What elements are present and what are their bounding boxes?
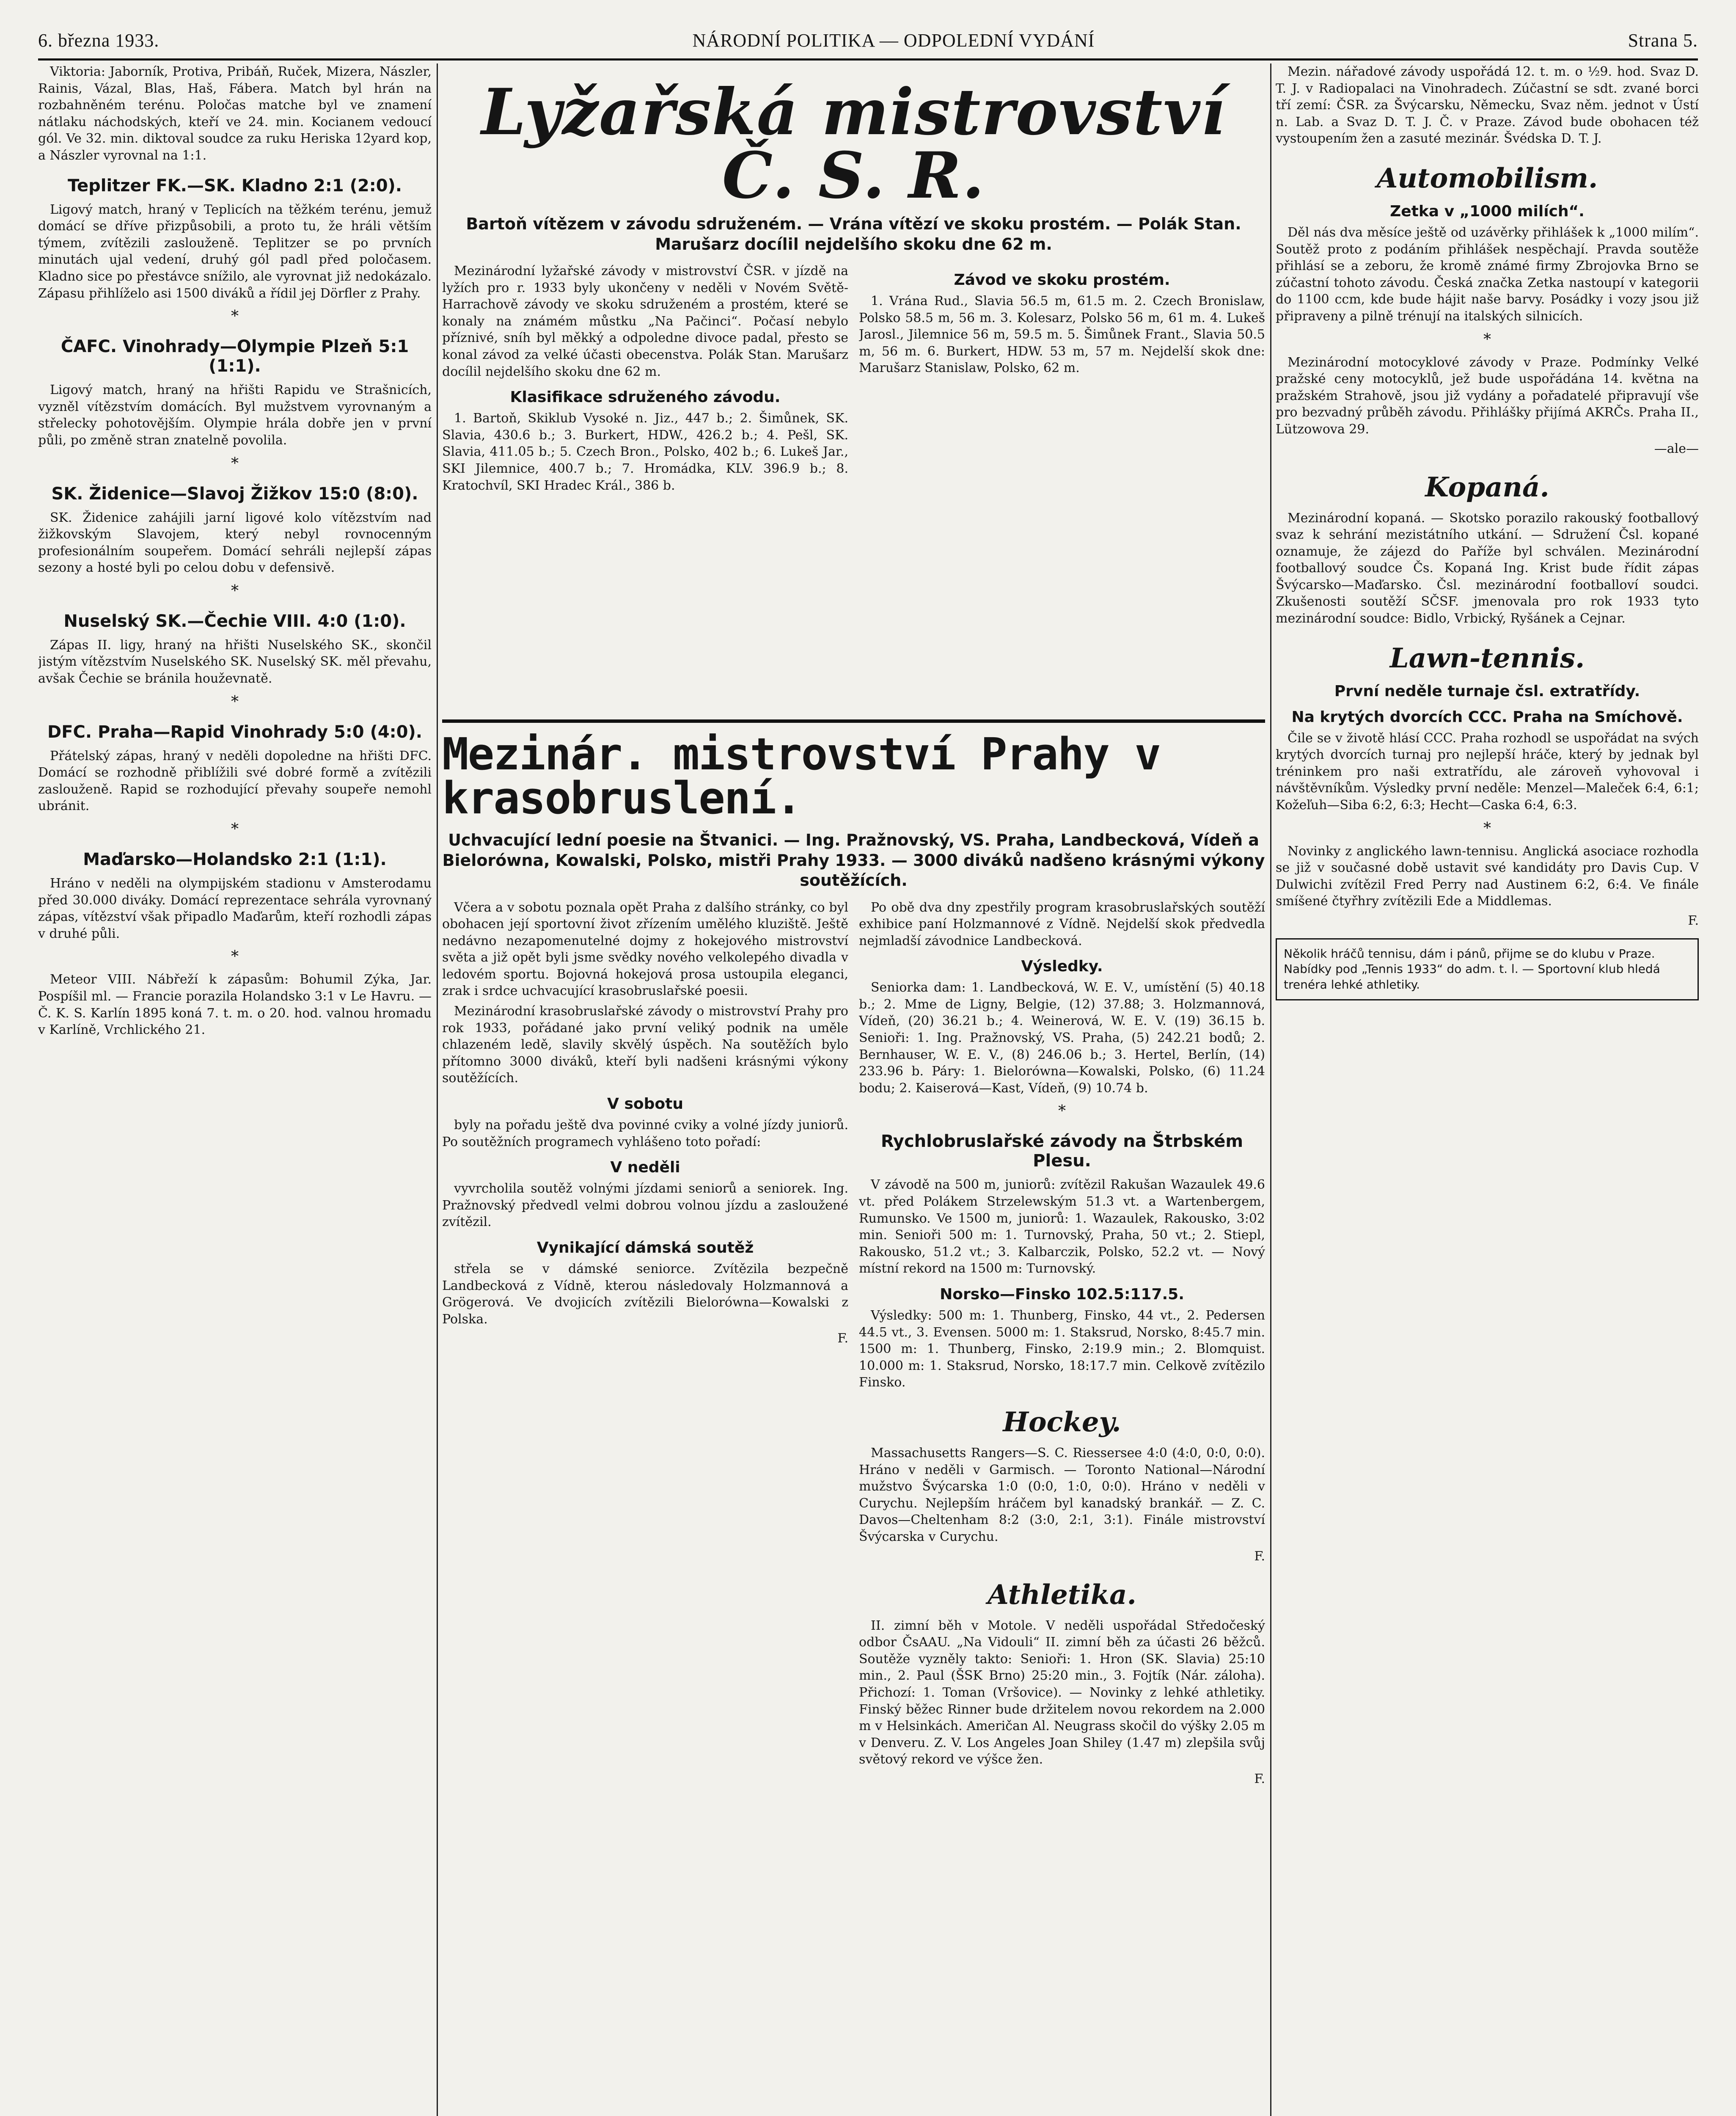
- article-text: Ligový match, hraný v Teplicích na těžkém terénu, jemuž domácí se dříve přizpůsobili, a proto tu, že hráli větším týmem, zvítězili zaslouženě. Teplitzer se po prvních minutách ujal vedení, druhý gól padl před poločasem. Kladno sice po přestávce snížilo, ale vyrovnat již nedokázalo. Zápasu přihlíželo asi 1500 diváků a řídil jej Dörfler z Prahy.: [38, 202, 432, 301]
- signature: F.: [837, 1331, 848, 1346]
- skating-subhead: Výsledky.: [1021, 958, 1103, 975]
- lead-paragraph: Viktoria: Jaborník, Protiva, Pribáň, Ruček, Mizera, Nászler, Rainis, Vázal, Blas, Haš, Fábera. Match byl hrán na rozbahněném terénu. Poločas matche byl ve znamení nátlaku náchodských, kteří ve 24. min. Kocianem vedoucí gól. Ve 32. min. diktoval soudce za ruku Heriska 12yard kop, a Nászler vyrovnal na 1:1.: [38, 64, 432, 163]
- tennis-title: Lawn-tennis.: [1389, 642, 1585, 674]
- automobilism-text: Děl nás dva měsíce ještě od uzávěrky přihlášek k „1000 milím“. Soutěž proto z podáním přihlášek nespěchají. Pravda soutěže přihlásí se a zeboru, že kromě známé firmy Zbrojovka Brno se zúčastní tohoto závodu. Česká značka Zetka nastoupí v kategorii do 1100 ccm, kde bude hájit naše barvy. Posádky i vozy jsou již připraveny a pilně trénují na italských silnicích.: [1276, 225, 1699, 324]
- football-title: Kopaná.: [1425, 471, 1549, 503]
- skating-subhead: Vynikající dámská soutěž: [536, 1239, 754, 1256]
- speed-skating-subhead: Norsko—Finsko 102.5:117.5.: [940, 1286, 1184, 1303]
- automobilism-subhead: Zetka v „1000 milích“.: [1390, 202, 1585, 220]
- ski-subhead: Klasifikace sdruženého závodu.: [510, 388, 781, 406]
- automobilism-title: Automobilism.: [1376, 162, 1598, 194]
- column-misc-sports: [1276, 63, 1699, 2116]
- skating-headline: Mezinár. mistrovství Prahy v krasobruslení.: [442, 728, 1161, 824]
- hockey-text: Massachusetts Rangers—S. C. Riessersee 4:0 (4:0, 0:0, 0:0). Hráno v neděli v Garmisch. — Toronto National—Národní mužstvo Švýcarska 1:0 (0:0, 1:0, 0:0). Hráno v neděli v Curychu. Nejlepším hráčem byl kanadský brankář. — Z. C. Davos—Cheltenham 8:2 (3:0, 2:1, 3:1). Finále mistrovství Švýcarska v Curychu.: [859, 1445, 1265, 1544]
- skating-deck: Uchvacující lední poesie na Štvanici. — Ing. Pražnovský, VS. Praha, Landbecková, Vídeň a Bielorówna, Kowalski, Polsko, mistři Prahy 1933. — 3000 diváků nadšeno krásnými výkony soutěžících.: [442, 831, 1265, 890]
- skating-section: [442, 728, 1265, 1791]
- athletics-title: Athletika.: [988, 1579, 1136, 1611]
- hockey-title: Hockey.: [1003, 1406, 1121, 1438]
- motorcycle-text: Mezinárodní motocyklové závody v Praze. Podmínky Velké pražské ceny motocyklů, jež bude uspořádána 14. května na pražském Strahově, jsou již vydány a pořadatelé připravují vše pro bezvadný průběh závodu. Přihlášky přijímá AKRČs. Praha II., Lützowova 29.: [1276, 355, 1699, 437]
- ski-section: [442, 63, 1265, 497]
- column-football: [38, 63, 432, 2116]
- separator-star: *: [231, 821, 239, 838]
- gymnastics-notice: Mezin. nářadové závody uspořádá 12. t. m. o ½9. hod. Svaz D. T. J. v Radiopalaci na Vinohradech. Zúčastní se sdt. zvané borci tří zemí: ČSR. za Švýcarsku, Německu, Svaz něm. jednot v Ústí n. Lab. a Svaz D. T. J. Č. v Praze. Závod bude obohacen též vystoupením žen a zasuté mezinár. Švédska D. T. J.: [1276, 64, 1699, 146]
- article-text: Hráno v neděli na olympijském stadionu v Amsterodamu před 30.000 diváky. Domácí reprezentace sehrála vyrovnaný zápas, vítězství však připadlo Maďarům, kteří rozhodli zápas v druhé půli.: [38, 876, 432, 941]
- header-masthead: NÁRODNÍ POLITIKA — ODPOLEDNÍ VYDÁNÍ: [692, 30, 1095, 51]
- ski-headline: Lyžařská mistrovství Č. S. R.: [481, 75, 1226, 213]
- classified-ad: Několik hráčů tennisu, dám i pánů, přijme se do klubu v Praze. Nabídky pod „Tennis 1933“ do adm. t. l. — Sportovní klub hledá trenéra lehké athletiky.: [1276, 938, 1699, 1000]
- skating-text: střela se v dámské seniorce. Zvítězila bezpečně Landbecková z Vídně, kterou následovaly Holzmannová a Grögerová. Ve dvojicích zvítězili Bielorówna—Kowalski z Polska.: [442, 1262, 848, 1327]
- article-title: SK. Židenice—Slavoj Žižkov 15:0 (8:0).: [51, 484, 418, 504]
- skating-section-rule: [442, 719, 1265, 723]
- article-text: Ligový match, hraný na hřišti Rapidu ve Strašnicích, vyzněl vítězstvím domácích. Byl mužstvem vyrovnaným a střelecky pohotovějším. Olympie hrála dobře jen v první půli, po změně stran znatelně povolila.: [38, 383, 432, 448]
- column-divider: [437, 63, 438, 2116]
- speed-skating-title: Rychlobruslařské závody na Štrbském Plesu.: [880, 1132, 1244, 1171]
- football-text: Mezinárodní kopaná. — Skotsko porazilo rakouský footballový svaz k sehrání mezistátního utkání. — Sdružení Čsl. kopané oznamuje, že zájezd do Paříže byl schválen. Mezinárodní footballový soudce Čs. Kopaná Ing. Krist bude řídit zápas Švýcarsko—Maďarsko. Čsl. mezinárodní footballoví soudci. Zkušenosti soutěží SČSF. jmenovala pro rok 1933 tyto mezinárodní soudce: Bidlo, Vrbický, Ryšánek a Cejnar.: [1276, 510, 1699, 626]
- article-title: Teplitzer FK.—SK. Kladno 2:1 (2:0).: [68, 176, 402, 196]
- closing-paragraph: Meteor VIII. Nábřeží k zápasům: Bohumil Zýka, Jar. Pospíšil ml. — Francie porazila Holandsko 3:1 v Le Havru. — Č. K. S. Karlín 1895 koná 7. t. m. o 20. hod. valnou hromadu v Karlíně, Vrchlického 21.: [38, 972, 432, 1038]
- article-title: ČAFC. Vinohrady—Olympie Plzeň 5:1 (1:1).: [61, 337, 409, 376]
- header-rule: [38, 58, 1698, 61]
- article-title: Nuselský SK.—Čechie VIII. 4:0 (1:0).: [63, 611, 406, 631]
- speed-skating-text: V závodě na 500 m, juniorů: zvítězil Rakušan Wazaulek 49.6 vt. před Polákem Strzelewským 51.3 vt. a Wartenbergem, Rumunsko. Ve 1500 m, juniorů: 1. Wazaulek, Rakousko, 3:02 min. Senioři 500 m: 1. Turnovský, Praha, 50 vt.; 2. Stiepl, Rakousko, 51.2 vt.; 3. Kalbarczik, Polsko, 52.2 vt. — Nový místní rekord na 1500 m: Turnovský.: [859, 1177, 1265, 1276]
- tennis-subhead: Na krytých dvorcích CCC. Praha na Smíchově.: [1291, 708, 1683, 726]
- ski-results-jump: 1. Vrána Rud., Slavia 56.5 m, 61.5 m. 2. Czech Bronislaw, Polsko 58.5 m, 56 m. 3. Kolesarz, Polsko 56 m, 61 m. 4. Lukeš Jarosl., Jilemnice 56 m, 59.5 m. 5. Šimůnek Frant., Slavia 50.5 m, 56 m. 6. Burkert, HDW. 53 m, 57 m. Nejdelší skok dne: Marušarz Stanislaw, Polsko, 62 m.: [859, 294, 1265, 376]
- article-text: Přátelský zápas, hraný v neděli dopoledne na hřišti DFC. Domácí se rozhodně přiblížili své dobré formě a zvítězili zaslouženě. Rapid se rozhodující převahy soupeře nemohl ubránit.: [38, 748, 432, 814]
- skating-text: byly na pořadu ještě dva povinné cviky a volné jízdy juniorů. Po soutěžních programech vyhlášeno toto pořadí:: [442, 1118, 848, 1149]
- speed-skating-text: Výsledky: 500 m: 1. Thunberg, Finsko, 44 vt., 2. Pedersen 44.5 vt., 3. Evensen. 5000 m: 1. Staksrud, Norsko, 8:45.7 min. 1500 m: 1. Thunberg, Finsko, 2:19.9 min.; 2. Blomquist. 10.000 m: 1. Staksrud, Norsko, 18:17.7 min. Celkově zvítězilo Finsko.: [859, 1308, 1265, 1390]
- signature: F.: [1254, 1548, 1265, 1564]
- skating-text: Po obě dva dny zpestřily program krasobruslařských soutěží exhibice paní Holzmannové z Vídně. Nejdelší skok předvedla nejmladší závodnice Landbecková.: [859, 900, 1265, 948]
- ski-results-combined: 1. Bartoň, Skiklub Vysoké n. Jiz., 447 b.; 2. Šimůnek, SK. Slavia, 430.6 b.; 3. Burkert, HDW., 426.2 b.; 4. Pešl, SK. Slavia, 411.05 b.; 5. Czech Bron., Polsko, 402 b.; 6. Lukeš Jar., SKI Jilemnice, 400.7 b.; 7. Hromádka, KLV. 396.9 b.; 8. Kratochvíl, SKI Hradec Král., 386 b.: [442, 411, 848, 493]
- separator-star: *: [231, 582, 239, 600]
- skating-subhead: V neděli: [610, 1159, 680, 1176]
- separator-star: *: [1483, 331, 1491, 348]
- article-text: Zápas II. ligy, hraný na hřišti Nuselského SK., skončil jistým vítězstvím Nuselského SK. Nuselský SK. měl převahu, avšak Čechie se bránila houževnatě.: [38, 637, 432, 686]
- article-title: DFC. Praha—Rapid Vinohrady 5:0 (4:0).: [47, 722, 422, 742]
- separator-star: *: [1058, 1102, 1066, 1120]
- skating-text: vyvrcholila soutěž volnými jízdami seniorů a seniorek. Ing. Pražnovský předvedl velmi dobrou volnou jízdu a zasloužené zvítězil.: [442, 1181, 848, 1230]
- skating-subhead: V sobotu: [607, 1095, 683, 1113]
- separator-star: *: [231, 948, 239, 966]
- ski-subhead: Závod ve skoku prostém.: [954, 271, 1170, 289]
- tennis-subhead: První neděle turnaje čsl. extratřídy.: [1334, 682, 1640, 700]
- ski-deck: Bartoň vítězem v závodu sdruženém. — Vrána vítězí ve skoku prostém. — Polák Stan. Marušarz docílil nejdelšího skoku dne 62 m.: [466, 215, 1241, 253]
- column-divider: [1270, 63, 1271, 2116]
- header-date: 6. března 1933.: [38, 30, 160, 51]
- separator-star: *: [231, 455, 239, 472]
- skating-results: Seniorka dam: 1. Landbecková, W. E. V., umístění (5) 40.18 b.; 2. Mme de Ligny, Belgie, (12) 37.88; 3. Holzmannová, Vídeň, (20) 36.21 b.; 4. Weinerová, W. E. V. (19) 36.15 b. Senioři: 1. Ing. Pražnovský, VS. Praha, (5) 242.21 bodů; 2. Bernhauser, W. E. V., (8) 246.06 b.; 3. Hertel, Berlín, (14) 233.96 b. Páry: 1. Bielorówna—Kowalski, Polsko, (6) 11.24 bodu; 2. Kaiserová—Kast, Vídeň, (9) 10.74 b.: [859, 980, 1265, 1096]
- separator-star: *: [231, 693, 239, 711]
- ski-text: Mezinárodní lyžařské závody v mistrovství ČSR. v jízdě na lyžích pro r. 1933 byly ukončeny v neděli v Novém Světě-Harrachově závody ve skoku sdruženém a prostém, které se konaly na známém můstku „Na Pačinci“. Počasí nebylo příznivé, sníh byl měkký a odpoledne divoce padal, přesto se konal závod za velké účasti obecenstva. Polák Stan. Marušarz docílil nejdelšího skoku dne 62 m.: [442, 264, 848, 379]
- athletics-text: II. zimní běh v Motole. V neděli uspořádal Středočeský odbor ČsAAU. „Na Vidouli“ II. zimní běh za účasti 26 běžců. Soutěže vyzněly takto: Senioři: 1. Hron (SK. Slavia) 25:10 min., 2. Paul (ŠSK Brno) 25:20 min., 3. Fojtík (Nár. záloha). Přichozí: 1. Toman (Vršovice). — Novinky z lehké athletiky. Finský běžec Rinner bude držitelem novou rekordem na 2.000 m v Helsinkách. Američan Al. Neugrass skočil do výšky 2.05 m v Denveru. Z. V. Los Angeles Joan Shiley (1.47 m) zlepšila svůj světový rekord ve výšce žen.: [859, 1618, 1265, 1767]
- separator-star: *: [1483, 819, 1491, 837]
- skating-text: Včera a v sobotu poznala opět Praha z dalšího stránky, co byl obohacen její sportovní život zřízením umělého kluziště. Ještě nedávno nezapomenutelné dojmy z hokejového mistrovství světa a již opět byli jsme svědky nového velkolepého divadla v ledovém sportu. Bojovná hokejová prosa ustoupila eleganci, zrak i srdce uchvacující krasobruslařské poesii.: [442, 900, 848, 999]
- tennis-text: Čile se v životě hlásí CCC. Praha rozhodl se uspořádat na svých krytých dvorcích turnaj pro nejlepší hráče, který by jednak byl tréninkem pro naši extratřídu, ale zároveň vyhovoval i návštěvníkům. Výsledky první neděle: Menzel—Maleček 6:4, 6:1; Kožeľuh—Siba 6:2, 6:3; Hecht—Caska 6:4, 6:3.: [1276, 730, 1699, 813]
- header-page-number: Strana 5.: [1628, 30, 1698, 51]
- signature: —ale—: [1654, 441, 1699, 456]
- separator-star: *: [231, 308, 239, 325]
- page-header: [38, 25, 1698, 55]
- signature: F.: [1254, 1771, 1265, 1786]
- skating-text: Mezinárodní krasobruslařské závody o mistrovství Prahy pro rok 1933, pořádané jako první veliký podnik na uměle chlazeném ledě, slavily skvělý úspěch. Na soutěžích bylo přítomno 3000 diváků, kteří byli nadšeni krásnými výkony soutěžících.: [442, 1004, 848, 1086]
- signature: F.: [1688, 913, 1699, 928]
- article-text: SK. Židenice zahájili jarní ligové kolo vítězstvím nad žižkovským Slavojem, který nebyl rovnocenným profesionálním soupeřem. Domácí sehráli nejlepší zápas sezony a hosté byli po celou dobu v defensivě.: [38, 510, 432, 576]
- tennis-text: Novinky z anglického lawn-tennisu. Anglická asociace rozhodla se již v současné době ustavit své kandidáty pro Davis Cup. V Dulwichi zvítězil Fred Perry nad Austinem 6:2, 6:4. Ve finále smíšené čtyřhry zvítězili Ede a Middlemas.: [1276, 843, 1699, 909]
- article-title: Maďarsko—Holandsko 2:1 (1:1).: [83, 850, 387, 870]
